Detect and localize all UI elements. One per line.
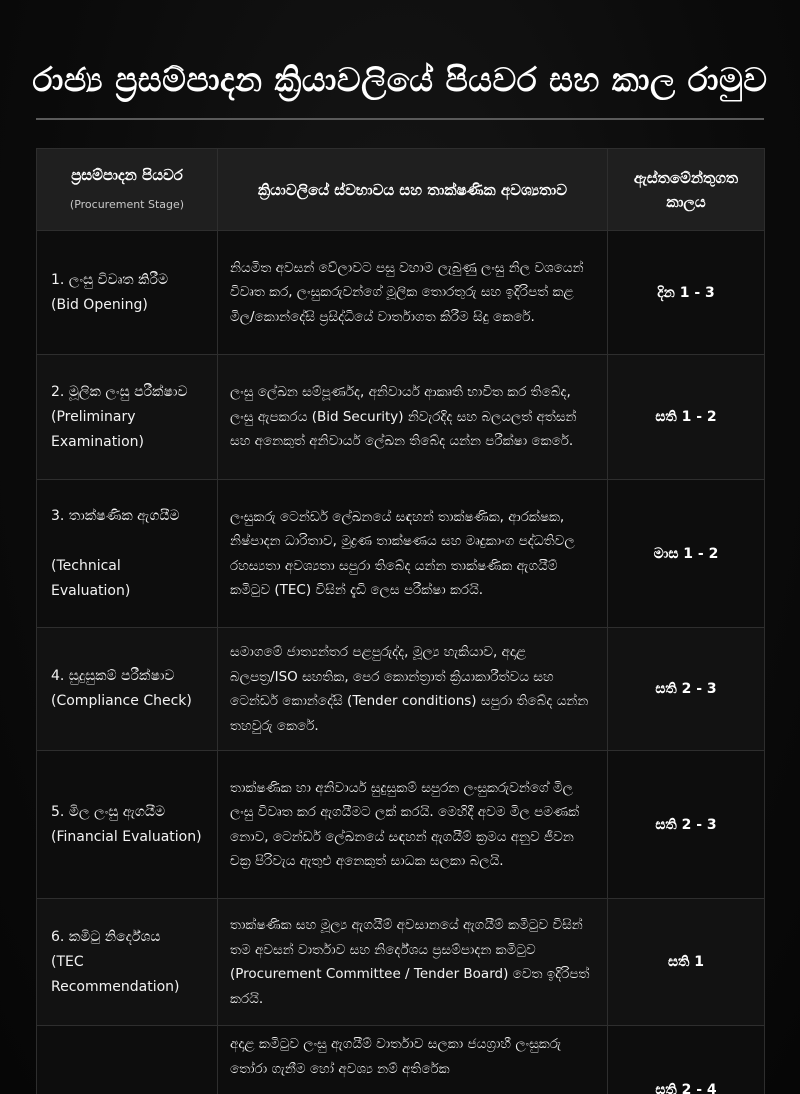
table-row — [37, 1026, 765, 1094]
stage-cell — [37, 899, 218, 1026]
time-cell: සති 1 - 2 — [608, 355, 765, 480]
stage-cell — [37, 231, 218, 355]
stage-english: (Compliance Check) — [51, 693, 192, 709]
page-title: රාජ්‍ය ප්‍රසම්පාදන ක්‍රියාවලියේ පියවර සහ කාල රාමුව — [32, 60, 768, 99]
table-header-row — [37, 149, 765, 231]
time-cell: මාස 1 - 2 — [608, 480, 765, 628]
table-row — [37, 231, 765, 355]
time-cell: සති 1 — [608, 899, 765, 1026]
time-cell: දින 1 - 3 — [608, 231, 765, 355]
stage-sinhala: 1. ලංසු විවෘත කිරීම — [51, 271, 169, 288]
time-cell: සති 2 - 4 — [608, 1026, 765, 1094]
stage-cell — [37, 628, 218, 751]
stage-sinhala: 4. සුදුසුකම් පරීක්ෂාව — [51, 668, 175, 684]
stage-cell — [37, 480, 218, 628]
header-description: ක්‍රියාවලියේ ස්වභාවය සහ තාක්ෂණික අවශ්‍යතාව — [218, 149, 608, 231]
description-cell: ලංසු ලේඛන සම්පූර්ණද, අනිවාර්ය ආකෘති භාවිත කර තිබේද, ලංසු ඇපකරය (Bid Security) නිවැරදිද සහ බලයලත් අත්සන් සහ අනෙකුත් අනිවාර්ය ලේඛන තිබේද යන්න පරීක්ෂා කෙරේ. — [218, 355, 608, 480]
description-cell: තාක්ෂණික සහ මූල්‍ය ඇගයීම් අවසානයේ ඇගයීම් කමිටුව විසින් තම අවසන් වාර්තාව සහ නිර්දේශය ප්‍රසම්පාදන කමිටුව (Procurement Committee / Tender Board) වෙත ඉදිරිපත් කරයි. — [218, 899, 608, 1026]
stage-sinhala: 5. මිල ලංසු ඇගයීම — [51, 803, 166, 820]
table-row — [37, 628, 765, 751]
stage-english: (Financial Evaluation) — [51, 828, 202, 845]
description-cell: තාක්ෂණික හා අනිවාර්ය සුදුසුකම් සපුරන ලංසුකරුවන්ගේ මිල ලංසු විවෘත කර ඇගයීමට ලක් කරයි. මෙහිදී අවම මිල පමණක් නොව, ටෙන්ඩර් ලේඛනයේ සඳහන් ඇගයීම් ක්‍රමය අනුව ජීවන චක්‍ර පිරිවැය ඇතුළු අනෙකුත් සාධක සලකා බලයි. — [218, 751, 608, 899]
stage-english: (Bid Opening) — [51, 296, 148, 313]
table-row — [37, 480, 765, 628]
description-cell: සමාගමේ ජාත්‍යන්තර පළපුරුද්ද, මූල්‍ය හැකියාව, අදාළ බලපත්‍ර/ISO සහතික, පෙර කොන්ත්‍රාත් ක්‍රියාකාරීත්වය සහ ටෙන්ඩර් කොන්දේසි (Tender conditions) සපුරා තිබේද යන්න තහවුරු කෙරේ. — [218, 628, 608, 751]
stage-english: (Technical Evaluation) — [51, 557, 131, 599]
stage-english: (Preliminary Examination) — [51, 408, 144, 450]
stage-sinhala: 3. තාක්ෂණික ඇගයීම — [51, 507, 180, 524]
stage-sinhala: 2. මූලික ලංසු පරීක්ෂාව — [51, 383, 188, 400]
description-cell: අදාළ කමිටුව ලංසු ඇගයීම් වාර්තාව සලකා ජයග්‍රාහී ලංසුකරු තෝරා ගැනීම හෝ අවශ්‍ය නම් අතිරේක — [218, 1026, 608, 1094]
table-row — [37, 899, 765, 1026]
header-time: ඇස්තමේන්තුගත කාලය — [608, 149, 765, 231]
title-divider — [36, 118, 764, 120]
stage-cell — [37, 1026, 218, 1094]
stage-cell — [37, 751, 218, 899]
header-stage-label: ප්‍රසම්පාදන පියවර — [71, 165, 183, 184]
description-cell: නියමිත අවසන් වේලාවට පසු වහාම ලැබුණු ලංසු නිල වශයෙන් විවෘත කර, ලංසුකරුවන්ගේ මූලික තොරතුරු සහ ඉදිරිපත් කළ මිල/කොන්දේසි ප්‍රසිද්ධියේ වාර්තාගත කිරීම සිදු කෙරේ. — [218, 231, 608, 355]
description-cell: ලංසුකරු ටෙන්ඩර් ලේඛනයේ සඳහන් තාක්ෂණික, ආරක්ෂක, නිෂ්පාදන ධාරිතාව, මුද්‍රණ තාක්ෂණය සහ මෘදුකාංග පද්ධතිවල රහස්‍යතා අවශ්‍යතා සපුරා තිබේද යන්න තාක්ෂණික ඇගයීම් කමිටුව (TEC) විසින් දැඩි ලෙස පරීක්ෂා කරයි. — [218, 480, 608, 628]
procurement-table — [36, 148, 765, 1094]
table-row — [37, 751, 765, 899]
header-stage-sub: (Procurement Stage) — [69, 197, 185, 211]
stage-spacer — [51, 529, 203, 554]
stage-sinhala: 6. කමිටු නිර්දේශය — [51, 928, 161, 945]
table-row — [37, 355, 765, 480]
time-cell: සති 2 - 3 — [608, 751, 765, 899]
header-stage — [37, 149, 218, 231]
stage-english: (TEC Recommendation) — [51, 953, 180, 995]
time-cell: සති 2 - 3 — [608, 628, 765, 751]
stage-cell — [37, 355, 218, 480]
